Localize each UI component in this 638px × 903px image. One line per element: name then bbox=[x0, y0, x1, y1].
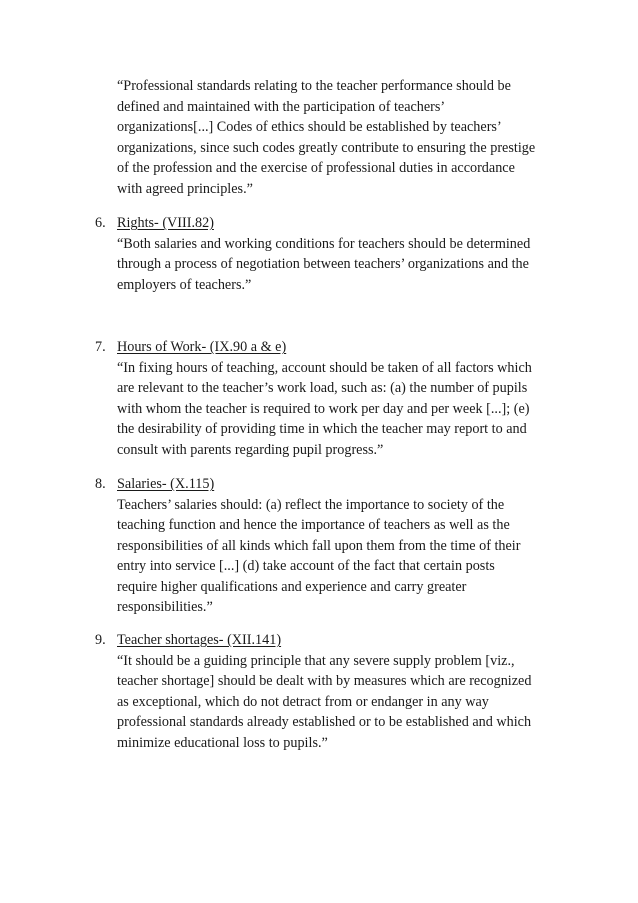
item-heading: Rights- (VIII.82) bbox=[117, 215, 214, 231]
intro-paragraph: “Professional standards relating to the teacher performance should be defined and maintained with the participation of teachers’ organizations[...] Codes of ethics should be established by teachers’ organizations, since such codes greatly contribute to ensuring the prestige of the profession and the exercise of professional duties in accordance with agreed principles.” bbox=[117, 78, 536, 197]
item-heading: Salaries- (X.115) bbox=[117, 476, 215, 492]
item-body: “It should be a guiding principle that any severe supply problem [viz., teacher shortage] should be dealt with by measures which are recognized as exceptional, which do not detract from or endanger in any way professional standards already established or to be established and which minimize educational loss to pupils.” bbox=[117, 652, 532, 751]
item-number: 7. bbox=[95, 339, 106, 355]
item-body: “Both salaries and working conditions for teachers should be determined through a process of negotiation between teachers’ organizations and the employers of teachers.” bbox=[117, 235, 531, 293]
item-heading: Hours of Work- (IX.90 a & e) bbox=[117, 339, 287, 355]
item-body: Teachers’ salaries should: (a) reflect the importance to society of the teaching function and hence the importance of teachers as well as the responsibilities of all kinds which fall upon them from the time of their entry into service [...] (d) take account of the fact that certain posts require higher qualifications and experience and carry greater responsibilities.” bbox=[117, 496, 521, 615]
item-number: 6. bbox=[95, 215, 106, 231]
item-heading: Teacher shortages- (XII.141) bbox=[117, 632, 282, 648]
item-body: “In fixing hours of teaching, account should be taken of all factors which are relevant to the teacher’s work load, such as: (a) the number of pupils with whom the teacher is required to work per day and per week [...]; (e) the desirability of providing time in which the teacher may report to and consult with parents regarding pupil progress.” bbox=[117, 359, 532, 458]
item-number: 9. bbox=[95, 632, 106, 648]
item-number: 8. bbox=[95, 476, 106, 492]
